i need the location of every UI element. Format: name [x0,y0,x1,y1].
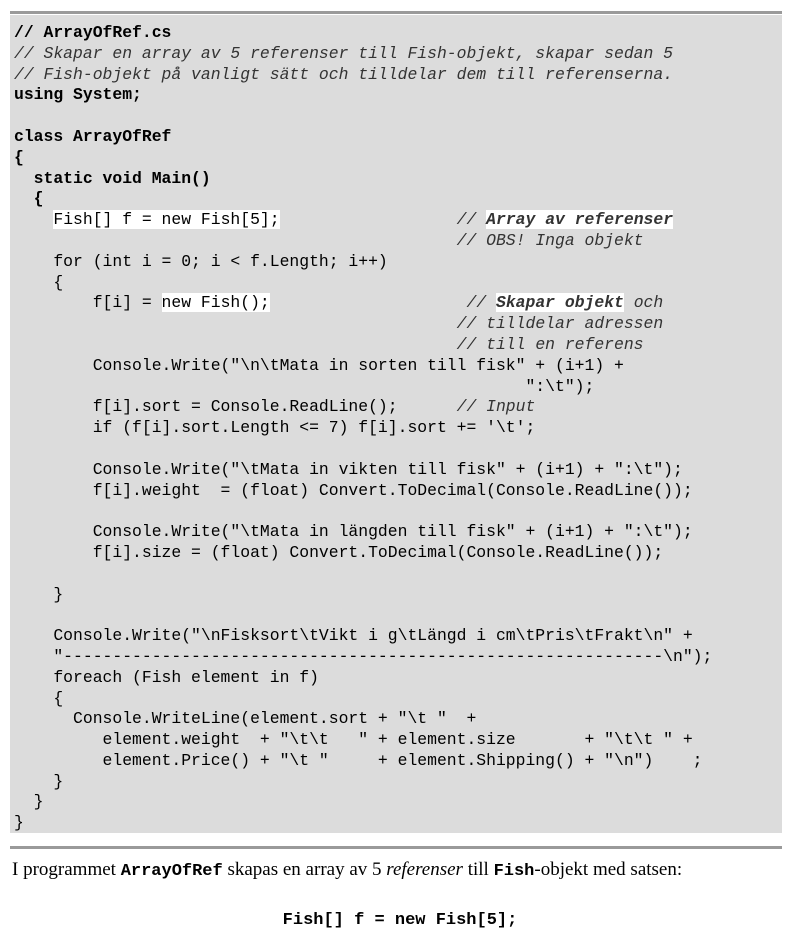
code-token: Skapar objekt [496,293,624,313]
code-line [14,210,712,231]
bottom-rule [10,846,782,849]
code-token: { [14,688,64,708]
paragraph-text-2: skapas en array av 5 [222,859,387,880]
code-token: och [623,293,664,313]
emphasis-referenser: referenser [386,859,463,880]
code-token: Fish[] f = new Fish[5]; [53,210,280,230]
code-token: foreach (Fish element in f) [14,667,319,687]
code-line [14,314,712,335]
code-listing [14,23,712,834]
code-line [14,501,712,522]
code-statement: Fish[] f = new Fish[5]; [282,911,518,930]
code-line [14,169,712,190]
code-line [14,439,712,460]
code-token: Console.Write("\nFisksort\tVikt i g\tLängd i cm\tPris\tFrakt\n" + [14,626,693,646]
code-token: "-------------------------------------------------------------\n"); [14,646,713,666]
code-line [14,293,712,314]
code-line [14,460,712,481]
class-name-inline: ArrayOfRef [120,862,223,881]
code-token: } [14,813,24,833]
code-token: f[i].sort = Console.ReadLine(); [14,397,457,417]
code-token: static void Main() [14,168,211,188]
code-token: Console.WriteLine(element.sort + "\t " + [14,709,477,729]
code-line [14,647,712,668]
code-token: // Input [456,397,536,417]
code-line [14,252,712,273]
code-line [14,356,712,377]
code-line [14,605,712,626]
code-line [14,23,712,44]
type-name-inline: Fish [493,862,535,881]
code-line [14,564,712,585]
body-paragraph [12,858,780,884]
code-line [14,189,712,210]
code-line [14,335,712,356]
code-token: } [14,792,44,812]
code-listing-box [10,15,782,833]
paragraph-text-3: till [462,859,494,880]
code-token [14,210,53,229]
code-line [14,148,712,169]
code-token: using System; [14,85,142,105]
code-token [14,231,457,250]
code-line [14,65,712,86]
code-line [14,85,712,106]
code-token: } [14,584,64,604]
code-token: Console.Write("\n\tMata in sorten till fisk" + (i+1) + [14,355,624,375]
code-line [14,751,712,772]
code-line [14,273,712,294]
code-token: f[i].weight = (float) Convert.ToDecimal(Console.ReadLine()); [14,480,693,500]
code-line [14,377,712,398]
code-token: f[i].size = (float) Convert.ToDecimal(Console.ReadLine()); [14,542,664,562]
code-line [14,106,712,127]
code-token: // OBS! Inga objekt [456,230,644,250]
code-token: // [456,210,487,230]
code-line [14,543,712,564]
code-token: Console.Write("\tMata in längden till fisk" + (i+1) + ":\t"); [14,522,693,542]
code-token: element.Price() + "\t " + element.Shipping() + "\n") ; [14,750,703,770]
code-line [14,772,712,793]
code-token: Console.Write("\tMata in vikten till fisk" + (i+1) + ":\t"); [14,459,683,479]
code-token: { [14,147,24,167]
code-token: // Fish-objekt på vanligt sätt och tilldelar dem till referenserna. [14,64,674,84]
code-token: f[i] = [14,293,162,313]
code-token: // [466,293,496,313]
code-token: // tilldelar adressen [456,314,664,334]
code-token [14,335,457,354]
top-rule [10,11,782,14]
code-line [14,481,712,502]
code-line [14,44,712,65]
code-token: if (f[i].sort.Length <= 7) f[i].sort += '\t'; [14,418,536,438]
code-token: } [14,771,64,791]
paragraph-text-4: -objekt med satsen: [534,859,683,880]
code-token: class ArrayOfRef [14,126,172,146]
code-line [14,522,712,543]
code-token [280,210,457,229]
code-line [14,730,712,751]
code-token: ":\t"); [14,376,595,396]
code-token [14,314,457,333]
code-line [14,626,712,647]
paragraph-text-1: I programmet [12,859,121,880]
code-line [14,689,712,710]
code-token: // Skapar en array av 5 referenser till Fish-objekt, skapar sedan 5 [14,43,674,63]
code-token: element.weight + "\t\t " + element.size + "\t\t " + [14,730,693,750]
code-line [14,709,712,730]
code-token: { [14,272,64,292]
code-token: { [14,189,44,209]
code-line [14,231,712,252]
code-line [14,418,712,439]
code-token: Array av referenser [486,210,674,230]
code-token: // till en referens [456,334,644,354]
code-token: for (int i = 0; i < f.Length; i++) [14,251,388,271]
code-line [14,127,712,148]
code-token: // ArrayOfRef.cs [14,23,172,42]
code-token: new Fish(); [161,293,270,313]
code-line [14,585,712,606]
code-line [14,792,712,813]
code-line [14,397,712,418]
code-token [270,293,467,312]
code-line [14,813,712,834]
code-line [14,668,712,689]
